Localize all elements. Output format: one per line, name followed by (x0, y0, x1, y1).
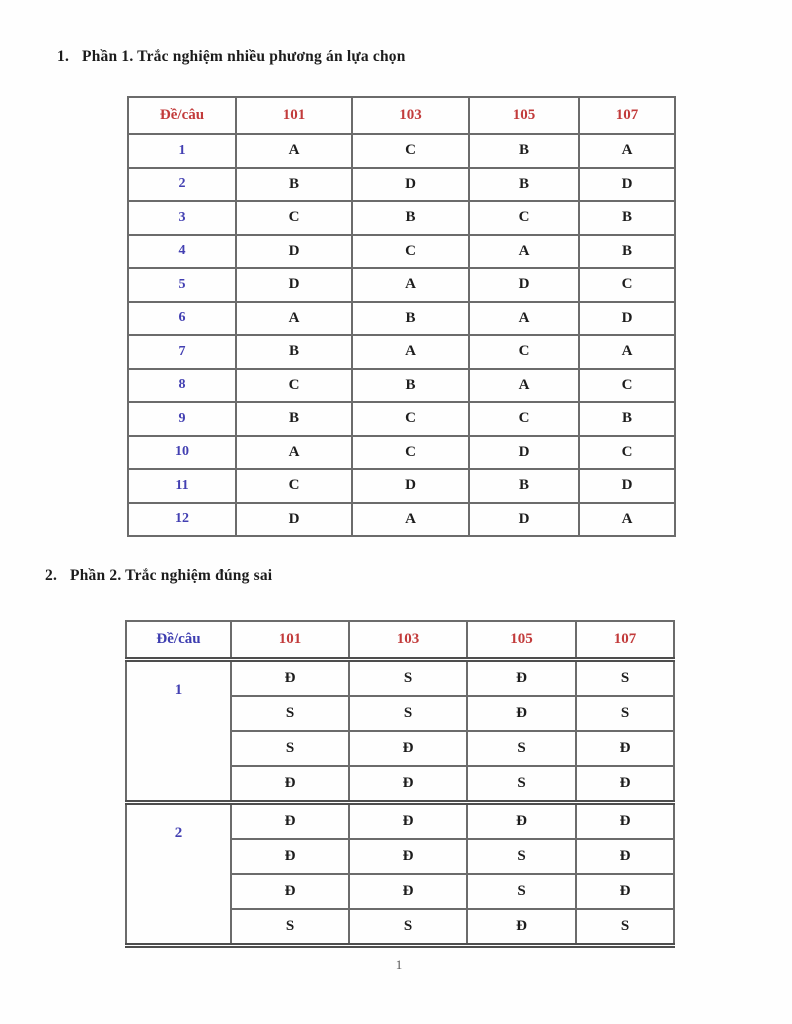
true-false-cell: Đ (231, 839, 349, 874)
header-cell-code-105: 105 (467, 621, 576, 660)
answer-cell: D (352, 469, 469, 503)
true-false-cell: S (576, 696, 674, 731)
answer-row-2 (128, 168, 675, 202)
question-number: 10 (128, 436, 236, 470)
page-number: 1 (395, 957, 403, 972)
header-cell-code-105: 105 (469, 97, 579, 134)
answer-cell: D (236, 235, 352, 269)
true-false-cell: Đ (467, 660, 576, 697)
true-false-cell: S (349, 909, 467, 946)
true-false-cell: S (231, 909, 349, 946)
section-2-title: Phần 2. Trắc nghiệm đúng sai (70, 567, 273, 584)
answer-cell: A (579, 335, 675, 369)
true-false-cell: Đ (576, 731, 674, 766)
answer-cell: C (352, 235, 469, 269)
answer-cell: C (236, 469, 352, 503)
true-false-cell: Đ (231, 766, 349, 803)
answer-cell: A (236, 436, 352, 470)
answer-cell: C (352, 436, 469, 470)
question-number: 6 (128, 302, 236, 336)
answer-cell: B (352, 201, 469, 235)
true-false-cell: Đ (467, 909, 576, 946)
answer-cell: B (579, 201, 675, 235)
answer-row-4 (128, 235, 675, 269)
answer-cell: A (469, 369, 579, 403)
answer-cell: B (469, 134, 579, 168)
answer-cell: C (579, 369, 675, 403)
true-false-cell: Đ (349, 874, 467, 909)
answer-cell: C (352, 402, 469, 436)
header-cell-de-cau: Đề/câu (126, 621, 231, 660)
answer-row-9 (128, 402, 675, 436)
question-2-group (126, 803, 674, 946)
true-false-cell: S (231, 696, 349, 731)
answer-cell: C (352, 134, 469, 168)
true-false-cell: Đ (576, 839, 674, 874)
answer-cell: A (352, 335, 469, 369)
true-false-cell: S (576, 909, 674, 946)
true-false-cell: Đ (231, 660, 349, 697)
true-false-cell: Đ (576, 874, 674, 909)
answer-cell: B (469, 469, 579, 503)
question-number: 8 (128, 369, 236, 403)
answer-row-3 (128, 201, 675, 235)
answer-cell: A (579, 503, 675, 537)
table-2-header-row (126, 621, 674, 660)
answer-row-1 (128, 134, 675, 168)
answer-cell: D (236, 503, 352, 537)
header-cell-de-cau: Đề/câu (128, 97, 236, 134)
answer-cell: D (579, 168, 675, 202)
true-false-cell: Đ (349, 839, 467, 874)
answer-cell: A (352, 268, 469, 302)
question-number: 11 (128, 469, 236, 503)
answer-cell: A (352, 503, 469, 537)
answer-cell: C (579, 436, 675, 470)
answer-row-12 (128, 503, 675, 537)
header-cell-code-101: 101 (236, 97, 352, 134)
answer-cell: C (469, 201, 579, 235)
true-false-cell: S (467, 731, 576, 766)
answer-row-6 (128, 302, 675, 336)
question-group-number: 2 (126, 803, 231, 946)
answer-row-7 (128, 335, 675, 369)
question-number: 4 (128, 235, 236, 269)
answer-cell: C (469, 402, 579, 436)
true-false-cell: Đ (576, 766, 674, 803)
true-false-cell: Đ (349, 766, 467, 803)
true-false-row (126, 803, 674, 840)
table-1-header-row (128, 97, 675, 134)
true-false-cell: S (467, 766, 576, 803)
answer-cell: D (352, 168, 469, 202)
question-1-group (126, 660, 674, 803)
answer-cell: A (469, 235, 579, 269)
answer-cell: C (469, 335, 579, 369)
part-1-answer-table (127, 96, 676, 537)
answer-row-8 (128, 369, 675, 403)
answer-cell: D (469, 268, 579, 302)
true-false-cell: Đ (576, 803, 674, 840)
answer-cell: D (579, 469, 675, 503)
answer-cell: B (352, 302, 469, 336)
section-1-title: Phần 1. Trắc nghiệm nhiều phương án lựa chọn (82, 48, 406, 65)
header-cell-code-101: 101 (231, 621, 349, 660)
answer-cell: C (236, 201, 352, 235)
answer-cell: B (236, 335, 352, 369)
question-number: 1 (128, 134, 236, 168)
true-false-cell: Đ (231, 874, 349, 909)
answer-cell: A (469, 302, 579, 336)
true-false-cell: S (467, 874, 576, 909)
true-false-cell: Đ (231, 803, 349, 840)
question-group-number: 1 (126, 660, 231, 803)
answer-cell: B (579, 402, 675, 436)
header-cell-code-103: 103 (349, 621, 467, 660)
answer-cell: D (579, 302, 675, 336)
question-number: 12 (128, 503, 236, 537)
part-2-true-false-table (125, 620, 675, 948)
true-false-cell: Đ (349, 731, 467, 766)
answer-cell: A (236, 134, 352, 168)
true-false-cell: S (467, 839, 576, 874)
true-false-cell: Đ (349, 803, 467, 840)
question-number: 2 (128, 168, 236, 202)
true-false-cell: S (576, 660, 674, 697)
true-false-cell: S (231, 731, 349, 766)
answer-cell: D (469, 503, 579, 537)
section-2-heading (45, 567, 272, 585)
question-number: 9 (128, 402, 236, 436)
question-number: 3 (128, 201, 236, 235)
answer-cell: A (579, 134, 675, 168)
answer-cell: B (352, 369, 469, 403)
answer-cell: B (469, 168, 579, 202)
answer-cell: C (236, 369, 352, 403)
answer-cell: A (236, 302, 352, 336)
true-false-cell: S (349, 660, 467, 697)
answer-cell: B (236, 402, 352, 436)
true-false-cell: Đ (467, 803, 576, 840)
question-number: 7 (128, 335, 236, 369)
true-false-cell: Đ (467, 696, 576, 731)
header-cell-code-103: 103 (352, 97, 469, 134)
question-number: 5 (128, 268, 236, 302)
answer-row-10 (128, 436, 675, 470)
true-false-cell: S (349, 696, 467, 731)
header-cell-code-107: 107 (579, 97, 675, 134)
true-false-row (126, 660, 674, 697)
header-cell-code-107: 107 (576, 621, 674, 660)
answer-cell: D (236, 268, 352, 302)
answer-cell: C (579, 268, 675, 302)
answer-cell: D (469, 436, 579, 470)
answer-cell: B (236, 168, 352, 202)
answer-row-11 (128, 469, 675, 503)
answer-cell: B (579, 235, 675, 269)
section-1-heading (57, 48, 406, 66)
section-1-number: 1. (57, 48, 70, 65)
answer-row-5 (128, 268, 675, 302)
section-2-number: 2. (45, 567, 58, 584)
